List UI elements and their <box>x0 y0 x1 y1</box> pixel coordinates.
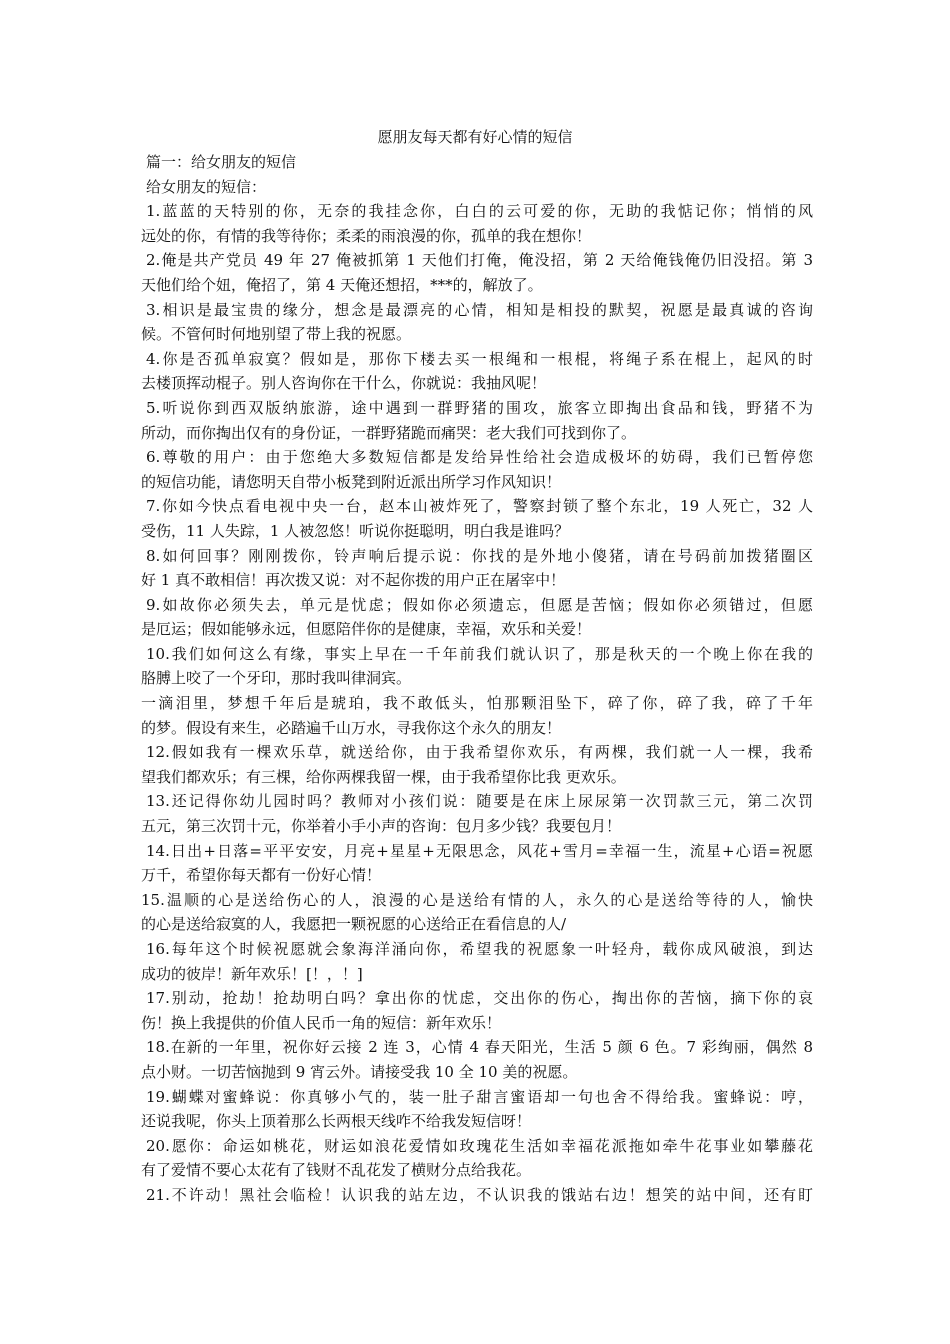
text-line: 1.蓝蓝的天特别的你，无奈的我挂念你，白白的云可爱的你，无助的我惦记你；悄悄的风 <box>146 202 813 221</box>
text-line: 篇一：给女朋友的短信 <box>146 153 297 171</box>
text-line: 望我们都欢乐；有三棵，给你两棵我留一棵，由于我希望你比我 更欢乐。 <box>141 767 626 786</box>
text-line: 16.每年这个时候祝愿就会象海洋涌向你，希望我的祝愿象一叶轻舟，载你成风破浪，到达 <box>146 940 813 958</box>
text-line: 伤！换上我提供的价值人民币一角的短信：新年欢乐！ <box>141 1013 502 1032</box>
text-line: 候。不管何时何地别望了带上我的祝愿。 <box>141 325 412 344</box>
text-line: 6.尊敬的用户：由于您绝大多数短信都是发给异性给社会造成极坏的妨碍，我们已暂停您 <box>146 448 813 467</box>
text-line: 成功的彼岸！新年欢乐！[！，！] <box>141 964 363 983</box>
text-line: 17.别动，抢劫！抢劫明白吗？拿出你的忧虑，交出你的伤心，掏出你的苦恼，摘下你的哀 <box>146 989 813 1008</box>
text-line: 13.还记得你幼儿园时吗？教师对小孩们说：随要是在床上尿尿第一次罚款三元，第二次罚 <box>146 792 813 811</box>
text-line: 5.听说你到西双版纳旅游，途中遇到一群野猪的围攻，旅客立即掏出食品和钱，野猪不为 <box>146 398 813 417</box>
text-line: 9.如故你必须失去，单元是忧虑；假如你必须遗忘，但愿是苦恼；假如你必须错过，但愿 <box>146 595 813 614</box>
text-line: 所动，而你掏出仅有的身份证，一群野猪跪而痛哭：老大我们可找到你了。 <box>141 423 637 442</box>
document-title: 愿朋友每天都有好心情的短信 <box>377 128 573 146</box>
text-line: 12.假如我有一棵欢乐草，就送给你，由于我希望你欢乐，有两棵，我们就一人一棵，我希 <box>146 743 813 762</box>
text-line: 有了爱情不要心太花有了钱财不乱花发了横财分点给我花。 <box>141 1161 532 1180</box>
text-line: 19.蝴蝶对蜜蜂说：你真够小气的，装一肚子甜言蜜语却一句也舍不得给我。蜜蜂说：哼， <box>146 1087 813 1106</box>
text-line: 受伤，11 人失踪，1 人被忽悠！听说你挺聪明，明白我是谁吗？ <box>141 521 570 540</box>
text-line: 3.相识是最宝贵的缘分，想念是最漂亮的心情，相知是相投的默契，祝愿是最真诚的咨询 <box>146 300 813 319</box>
text-line: 18.在新的一年里，祝你好云接 2 连 3，心情 4 春天阳光，生活 5 颜 6 色。7 彩绚丽，偶然 8 <box>146 1038 813 1057</box>
text-line: 20.愿你：命运如桃花，财运如浪花爱情如玫瑰花生活如幸福花派拖如牵牛花事业如攀藤花 <box>146 1136 813 1155</box>
text-line: 胳膊上咬了一个牙印，那时我叫律洞宾。 <box>141 669 412 688</box>
text-line: 天他们给个妞，俺招了，第 4 天俺还想招，***的，解放了。 <box>141 275 543 294</box>
text-line: 一滴泪里，梦想千年后是琥珀，我不敢低头，怕那颗泪坠下，碎了你，碎了我，碎了千年 <box>141 694 813 713</box>
text-line: 是厄运；假如能够永远，但愿陪伴你的是健康，幸福，欢乐和关爱！ <box>141 620 592 639</box>
text-line: 14.日出+日落=平平安安，月亮+星星+无限思念，风花+雪月=幸福一生，流星+心语=祝愿 <box>146 841 813 860</box>
text-line: 10.我们如何这么有缘，事实上早在一千年前我们就认识了，那是秋天的一个晚上你在我的 <box>146 644 813 663</box>
text-line: 万千，希望你每天都有一份好心情！ <box>141 866 382 885</box>
text-line: 的心是送给寂寞的人，我愿把一颗祝愿的心送给正在看信息的人/ <box>141 915 567 934</box>
document-body <box>141 150 813 1208</box>
text-line: 还说我呢，你头上顶着那么长两根天线咋不给我发短信呀！ <box>141 1112 532 1131</box>
text-line: 7.你如今快点看电视中央一台，赵本山被炸死了，警察封锁了整个东北，19 人死亡，32 人 <box>146 497 813 516</box>
text-line: 的短信功能，请您明天自带小板凳到附近派出所学习作风知识！ <box>141 472 562 491</box>
text-line: 点小财。一切苦恼抛到 9 宵云外。请接受我 10 全 10 美的祝愿。 <box>141 1062 578 1081</box>
text-line: 的梦。假设有来生，必踏遍千山万水，寻我你这个永久的朋友！ <box>141 718 562 737</box>
text-line: 21.不许动！黑社会临检！认识我的站左边，不认识我的饿站右边！想笑的站中间，还有盯 <box>146 1185 813 1204</box>
text-line: 4.你是否孤单寂寞？假如是，那你下楼去买一根绳和一根棍，将绳子系在棍上，起风的时 <box>146 349 813 368</box>
text-line: 远处的你，有情的我等待你；柔柔的雨浪漫的你，孤单的我在想你！ <box>141 226 592 245</box>
text-line: 去楼顶挥动棍子。别人咨询你在干什么，你就说：我抽风呢！ <box>141 374 547 393</box>
text-line: 15.温顺的心是送给伤心的人，浪漫的心是送给有情的人，永久的心是送给等待的人，愉快 <box>141 890 813 909</box>
text-line: 2.俺是共产党员 49 年 27 俺被抓第 1 天他们打俺，俺没招，第 2 天给俺钱俺仍旧没招。第 3 <box>146 251 813 270</box>
text-line: 五元，第三次罚十元，你举着小手小声的咨询：包月多少钱？我要包月！ <box>141 817 622 836</box>
text-line: 8.如何回事？刚刚拨你，铃声响后提示说：你找的是外地小傻猪，请在号码前加拨猪圈区 <box>146 546 813 565</box>
text-line: 好 1 真不敢相信！再次拨又说：对不起你拨的用户正在屠宰中！ <box>141 571 566 590</box>
text-line: 给女朋友的短信： <box>146 177 267 196</box>
